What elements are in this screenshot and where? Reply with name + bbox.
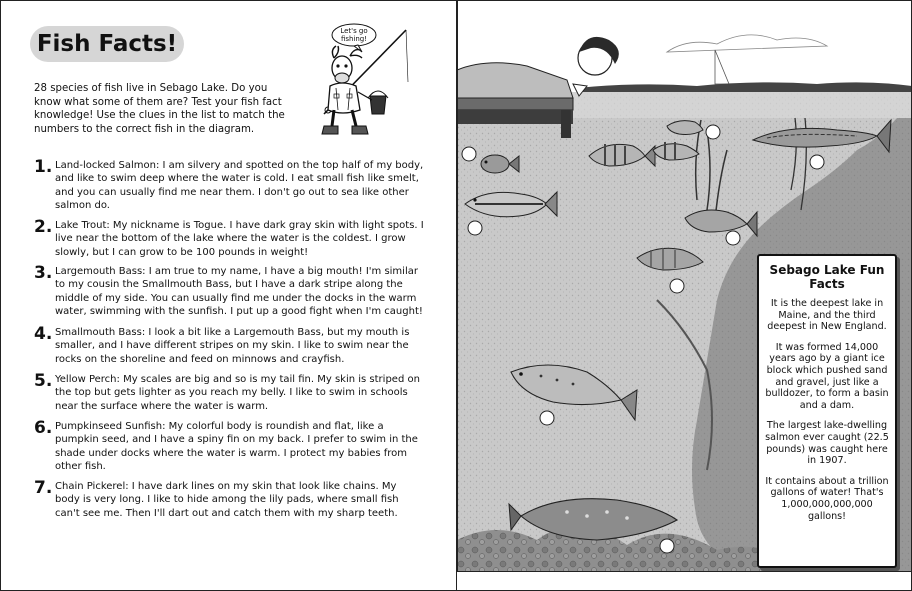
fun-facts-box <box>757 254 897 568</box>
clue-1 <box>34 159 424 213</box>
right-page <box>457 0 912 591</box>
clue-number: 6. <box>34 418 53 438</box>
answer-circle <box>726 231 740 245</box>
clue-7 <box>34 480 424 520</box>
clue-text: Pumpkinseed Sunfish: My colorful body is roundish and flat, like a pumpkin seed, and I have a spiny fin on my back. I prefer to swim in the shade under docks where the water is warm. I protect my babies from other fish. <box>55 421 418 473</box>
fun-facts-title: Sebago Lake Fun Facts <box>769 263 885 291</box>
fun-fact-4: It contains about a trillion gallons of water! That's 1,000,000,000,000 gallons! <box>765 475 889 522</box>
clue-text: Lake Trout: My nickname is Togue. I have dark gray skin with light spots. I live near the bottom of the lake where the water is the coldest. I grow slowly, but I can grow to be 100 pounds in weight! <box>55 220 424 258</box>
clue-text: Largemouth Bass: I am true to my name, I have a big mouth! I'm similar to my cousin the Smallmouth Bass, but I have a dark stripe along the middle of my side. You can usually find me under the docks in the warm water, swimming with the sunfish. I put up a good fight when I'm caught! <box>55 266 423 318</box>
answer-circle <box>670 279 684 293</box>
intro-paragraph: 28 species of fish live in Sebago Lake. Do you know what some of them are? Test your fish fact knowledge! Use the clues in the list to match the numbers to the correct fish in the diagram. <box>34 83 285 135</box>
answer-circle <box>660 539 674 553</box>
answer-circle <box>540 411 554 425</box>
page-title: Fish Facts! <box>30 26 184 62</box>
mascot-speech: Let's go <box>340 27 368 35</box>
clue-text: Land-locked Salmon: I am silvery and spotted on the top half of my body, and like to swim deep where the water is cold. I eat small fish like smelt, and you can usually find me near them. I don't go out to sea like other salmon do. <box>55 160 424 212</box>
clue-number: 3. <box>34 263 53 283</box>
clue-text: Yellow Perch: My scales are big and so is my tail fin. My skin is striped on the top but gets lighter as you reach my belly. I like to swim in schools near the surface where the water is warm. <box>55 374 420 412</box>
clue-number: 2. <box>34 217 53 237</box>
svg-text:fishing!: fishing! <box>340 35 368 43</box>
fun-fact-3: The largest lake-dwelling salmon ever caught (22.5 pounds) was caught here in 1907. <box>765 420 889 467</box>
clue-4 <box>34 326 424 366</box>
clue-6 <box>34 420 424 474</box>
answer-circle <box>462 147 476 161</box>
fun-fact-1: It is the deepest lake in Maine, and the third deepest in New England. <box>767 298 887 333</box>
clue-text: Chain Pickerel: I have dark lines on my skin that look like chains. My body is very long. I like to hide among the lily pads, where small fish can't see me. Then I'll dart out and catch them with my sharp teeth. <box>55 481 399 519</box>
fun-fact-2: It was formed 14,000 years ago by a giant ice block which pushed sand and gravel, just like a bulldozer, to form a basin and a dam. <box>765 341 889 411</box>
clue-2 <box>34 219 424 259</box>
clue-number: 4. <box>34 324 53 344</box>
moose-mascot-illustration <box>316 22 412 142</box>
clue-number: 1. <box>34 157 53 177</box>
clue-number: 5. <box>34 371 53 391</box>
clue-number: 7. <box>34 478 53 498</box>
answer-circle <box>468 221 482 235</box>
clue-5 <box>34 373 424 413</box>
answer-circle <box>706 125 720 139</box>
answer-circle <box>810 155 824 169</box>
clue-text: Smallmouth Bass: I look a bit like a Largemouth Bass, but my mouth is smaller, and I have different stripes on my skin. I like to swim near the rocks on the shoreline and feed on minnows and crayfish. <box>55 327 410 365</box>
clue-3 <box>34 265 424 319</box>
